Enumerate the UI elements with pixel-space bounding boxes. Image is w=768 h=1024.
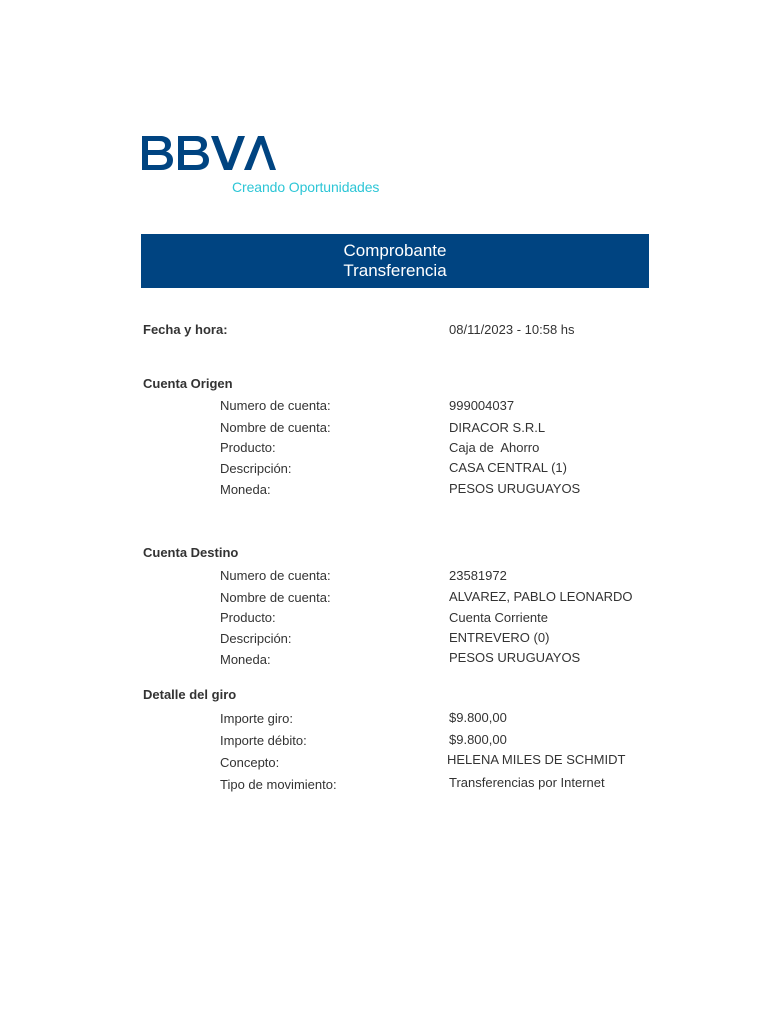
destino-label-descripcion: Descripción:	[220, 631, 292, 646]
destino-value-producto: Cuenta Corriente	[449, 610, 548, 625]
detalle-value-importe-giro: $9.800,00	[449, 710, 507, 725]
detalle-value-importe-debito: $9.800,00	[449, 732, 507, 747]
section-title-origen: Cuenta Origen	[143, 376, 233, 391]
bbva-wordmark	[140, 132, 280, 176]
destino-value-nombre: ALVAREZ, PABLO LEONARDO	[449, 589, 633, 604]
origen-label-nombre: Nombre de cuenta:	[220, 420, 331, 435]
destino-label-producto: Producto:	[220, 610, 276, 625]
detalle-label-importe-giro: Importe giro:	[220, 711, 293, 726]
origen-label-numero: Numero de cuenta:	[220, 398, 331, 413]
fecha-value: 08/11/2023 - 10:58 hs	[449, 322, 575, 337]
destino-value-numero: 23581972	[449, 568, 507, 583]
receipt-title-banner	[141, 234, 649, 288]
destino-label-nombre: Nombre de cuenta:	[220, 590, 331, 605]
origen-value-numero: 999004037	[449, 398, 515, 413]
brand-tagline: Creando Oportunidades	[232, 179, 380, 195]
origen-label-moneda: Moneda:	[220, 482, 271, 497]
origen-label-producto: Producto:	[220, 440, 276, 455]
origen-value-producto: Caja de Ahorro	[449, 440, 540, 455]
destino-label-moneda: Moneda:	[220, 652, 271, 667]
section-title-detalle: Detalle del giro	[143, 687, 237, 702]
detalle-label-tipo-movimiento: Tipo de movimiento:	[220, 777, 337, 792]
fecha-label: Fecha y hora:	[143, 322, 228, 337]
origen-value-moneda: PESOS URUGUAYOS	[449, 481, 581, 496]
detalle-value-concepto: HELENA MILES DE SCHMIDT	[447, 752, 626, 767]
origen-value-nombre: DIRACOR S.R.L	[449, 420, 546, 435]
origen-value-descripcion: CASA CENTRAL (1)	[449, 460, 567, 475]
destino-label-numero: Numero de cuenta:	[220, 568, 331, 583]
section-title-destino: Cuenta Destino	[143, 545, 239, 560]
detalle-label-importe-debito: Importe débito:	[220, 733, 307, 748]
destino-value-moneda: PESOS URUGUAYOS	[449, 650, 581, 665]
destino-value-descripcion: ENTREVERO (0)	[449, 630, 550, 645]
detalle-value-tipo-movimiento: Transferencias por Internet	[449, 775, 605, 790]
banner-title-line2: Transferencia	[343, 261, 447, 280]
bbva-logo	[140, 132, 400, 202]
detalle-label-concepto: Concepto:	[220, 755, 280, 770]
origen-label-descripcion: Descripción:	[220, 461, 292, 476]
banner-title-line1: Comprobante	[343, 241, 447, 260]
